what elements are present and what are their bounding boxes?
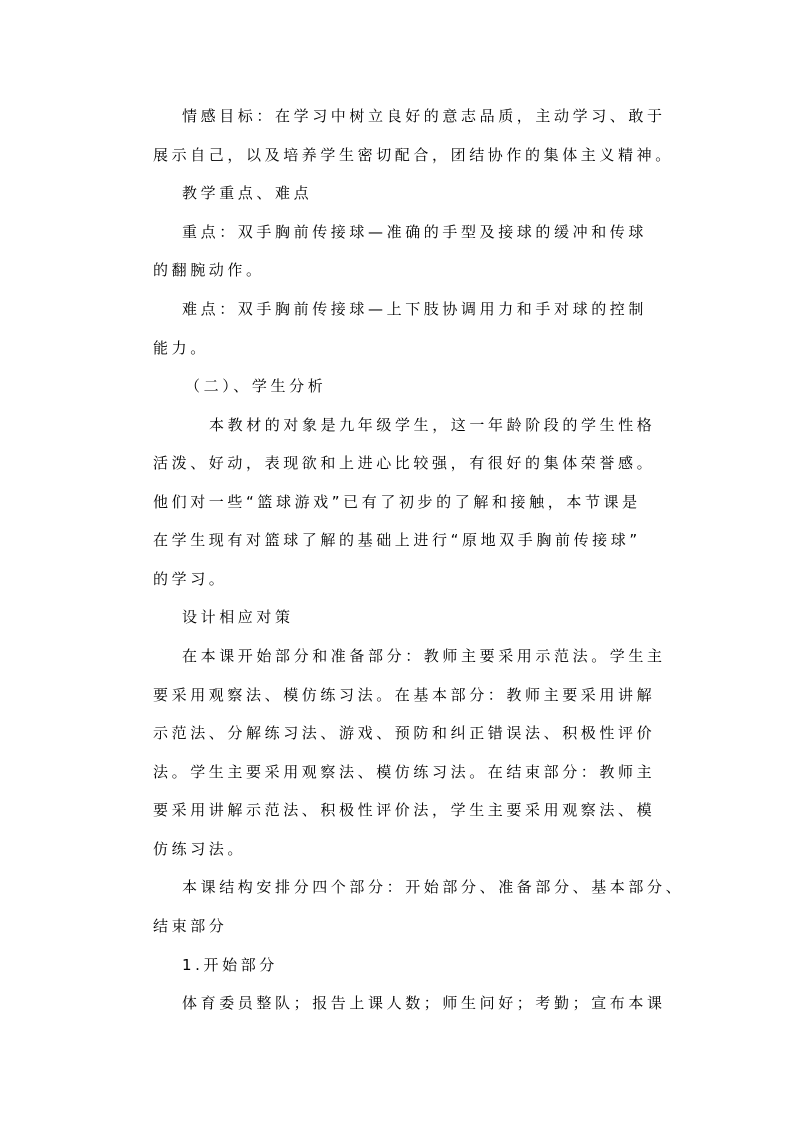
text-line-key-point: 重点：双手胸前传接球—准确的手型及接球的缓冲和传球 — [182, 223, 648, 241]
section-heading-key-points: 教学重点、难点 — [182, 184, 313, 202]
text-line-strategy-3: 示范法、分解练习法、游戏、预防和纠正错误法、积极性评价 — [153, 724, 656, 742]
text-line-student-analysis-3: 他们对一些“篮球游戏”已有了初步的了解和接触，本节课是 — [153, 493, 641, 511]
text-line-key-point-cont: 的翻腕动作。 — [153, 261, 265, 279]
text-line-strategy-1: 在本课开始部分和准备部分：教师主要采用示范法。学生主 — [182, 647, 666, 665]
text-line-strategy-5: 要采用讲解示范法、积极性评价法，学生主要采用观察法、模 — [153, 801, 656, 819]
text-line-affective-goal-cont: 展示自己，以及培养学生密切配合，团结协作的集体主义精神。 — [153, 146, 674, 164]
text-line-strategy-4: 法。学生主要采用观察法、模仿练习法。在结束部分：教师主 — [153, 763, 656, 781]
text-line-student-analysis-5: 的学习。 — [153, 570, 228, 588]
section-heading-opening-part: 1.开始部分 — [182, 956, 278, 974]
text-line-strategy-6: 仿练习法。 — [153, 840, 247, 858]
text-line-affective-goal: 情感目标：在学习中树立良好的意志品质，主动学习、敢于 — [182, 107, 666, 125]
text-line-student-analysis-2: 活泼、好动，表现欲和上进心比较强，有很好的集体荣誉感。 — [153, 454, 656, 472]
text-line-structure-cont: 结束部分 — [153, 917, 228, 935]
text-line-difficulty-cont: 能力。 — [153, 339, 209, 357]
text-line-structure: 本课结构安排分四个部分：开始部分、准备部分、基本部分、 — [182, 878, 685, 896]
section-heading-student-analysis: （二）、学生分析 — [185, 377, 327, 395]
text-line-strategy-2: 要采用观察法、模仿练习法。在基本部分：教师主要采用讲解 — [153, 686, 656, 704]
text-line-student-analysis-1: 本教材的对象是九年级学生，这一年龄阶段的学生性格 — [209, 416, 656, 434]
text-line-student-analysis-4: 在学生现有对篮球了解的基础上进行“原地双手胸前传接球” — [153, 531, 641, 549]
text-line-difficulty: 难点：双手胸前传接球—上下肢协调用力和手对球的控制 — [182, 300, 648, 318]
text-line-opening-part: 体育委员整队；报告上课人数；师生问好；考勤；宣布本课 — [182, 994, 666, 1012]
section-heading-strategy: 设计相应对策 — [182, 608, 294, 626]
